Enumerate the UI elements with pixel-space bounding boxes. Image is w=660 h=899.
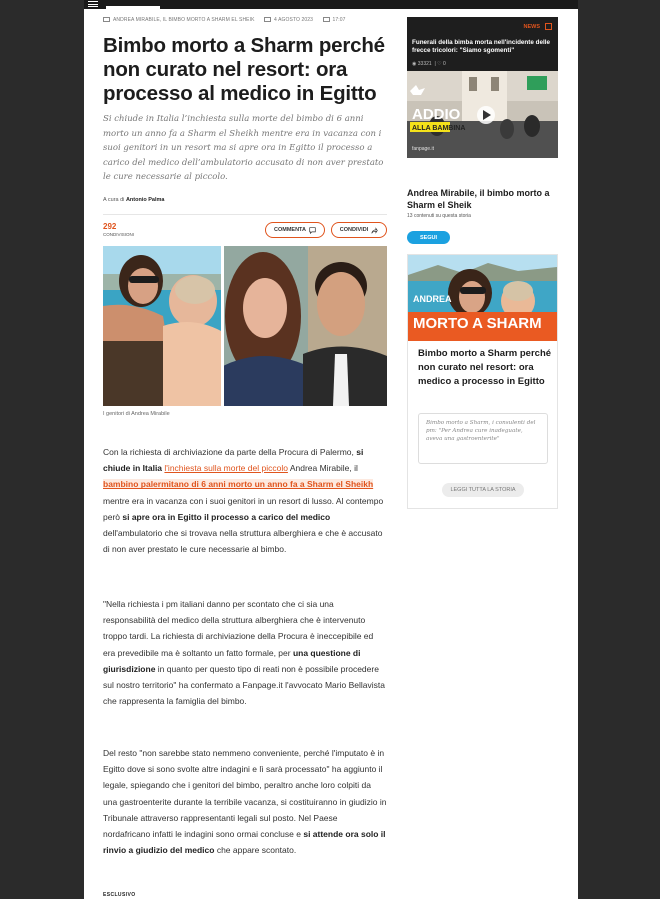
- share-icon: [371, 227, 378, 234]
- comment-icon: [309, 227, 316, 234]
- article-paragraph: Del resto "non sarebbe stato nemmeno conveniente, perché l'imputato è in Egitto dove si sono svolte altre indagini e lì sarà processato" ha aggiunto il legale, spiegando che i genitori del bimbo, peraltro anche loro colpiti da una gastroenterite durante la terribile vacanza, si costituiranno in giudizio in Tribunale attraverso rappresentanti legali sul posto. Nel Paese nordafricano infatti le indagini sono ormai concluse e si attende ora solo il rinvio a giudizio del medico che appare scontato.: [103, 748, 387, 856]
- article-photo[interactable]: [103, 246, 387, 406]
- video-overlay-line1: ADDIO: [412, 106, 461, 123]
- story-quote[interactable]: Bimbo morto a Sharm, i consulenti del pm: "Per Andrea cure inadeguate, aveva una gastroenterite": [418, 413, 548, 464]
- divider: [103, 214, 387, 215]
- story-card-title[interactable]: Bimbo morto a Sharm perché non curato nel resort: ora medico a processo in Egitto: [418, 348, 552, 387]
- read-all-button[interactable]: LEGGI TUTTA LA STORIA: [442, 483, 524, 497]
- shares-counter: [103, 222, 134, 237]
- inline-link[interactable]: bambino palermitano di 6 anni morto un anno fa a Sharm el Sheikh: [103, 479, 374, 490]
- shares-count: 292: [103, 222, 117, 231]
- story-card[interactable]: [407, 254, 558, 509]
- article-date: 4 AGOSTO 2023: [274, 17, 314, 23]
- story-image-line1: ANDREA: [413, 294, 452, 304]
- video-thumbnail[interactable]: [407, 71, 558, 158]
- tag-link[interactable]: ANDREA MIRABILE: [113, 17, 160, 23]
- story-image-line2: MORTO A SHARM: [413, 315, 542, 332]
- article-author: A cura di Antonio Palma: [103, 197, 165, 203]
- calendar-icon: [264, 17, 271, 22]
- article-paragraph: Con la richiesta di archiviazione da parte della Procura di Palermo, si chiude in Italia l'inchiesta sulla morte del piccolo Andrea Mirabile, il bambino palermitano di 6 anni morto un anno fa a Sharm el Sheikh mentre era in vacanza con i suoi genitori in un resort di lusso. Al contempo però si apre ora in Egitto il processo a carico del medico dell'ambulatorio che si trovava nella struttura alberghiera e che è accusato di non aver prestato le cure necessarie al bimbo.: [103, 447, 384, 555]
- article-title: Bimbo morto a Sharm perché non curato nel resort: ora processo al medico in Egitto: [103, 34, 385, 105]
- inline-link[interactable]: l'inchiesta sulla morte del piccolo: [164, 463, 288, 474]
- tag-link[interactable]: IL BIMBO MORTO A SHARM EL SHEIK: [162, 17, 255, 23]
- video-title[interactable]: Funerali della bimba morta nell'incidente delle frecce tricolori: "Siamo sgomenti": [412, 39, 550, 54]
- share-button[interactable]: CONDIVIDI: [331, 222, 387, 238]
- author-name[interactable]: Antonio Palma: [125, 197, 165, 203]
- top-tab-indicator[interactable]: [106, 6, 160, 9]
- top-bar: [84, 0, 578, 9]
- news-label: NEWS: [523, 24, 540, 30]
- video-meta: ◉ 33321 | ♡ 0: [412, 61, 446, 67]
- article-time: 17:07: [332, 17, 346, 23]
- comment-button[interactable]: COMMENTA: [265, 222, 325, 238]
- video-overlay-line2: ALLA BAMBINA: [412, 125, 466, 132]
- page: [84, 0, 578, 899]
- follow-button[interactable]: SEGUI: [407, 231, 450, 244]
- story-subtitle: 13 contenuti su questa storia: [407, 213, 471, 219]
- photo-caption: I genitori di Andrea Mirabile: [103, 411, 170, 417]
- video-widget[interactable]: [407, 17, 558, 158]
- article-subtitle: Si chiude in Italia l’inchiesta sulla morte del bimbo di 6 anni morto un anno fa a Sharm el Sheikh mentre era in vacanza con i suoi genitori in un resort ma si apre ora in Egitto il processo a carico del medico dell’ambulatorio accusato di non aver prestato le cure necessarie al piccolo.: [103, 114, 384, 183]
- article-paragraph: "Nella richiesta i pm italiani danno per scontato che ci sia una responsabilità del medico della struttura alberghiera che è intervenuto troppo tardi. La richiesta di archiviazione della Procura è ineccepibile ed era prevedibile ma è soltanto un fatto formale, per una questione di giurisdizione in quanto per questo tipo di reati non è possibile procedere sul nostro territorio" ha confermato a Fanpage.it l'avvocato Mario Bellavista che rappresenta la famiglia del bimbo.: [103, 599, 385, 707]
- clock-icon: [323, 17, 330, 22]
- article-meta: ANDREA MIRABILE, IL BIMBO MORTO A SHARM EL SHEIK 4 AGOSTO 2023 17:07: [103, 17, 387, 23]
- story-image[interactable]: [408, 255, 557, 341]
- news-icon: [545, 23, 552, 30]
- video-source: fanpage.it: [412, 146, 434, 152]
- tag-icon: [103, 17, 110, 22]
- section-label: ESCLUSIVO: [103, 892, 136, 898]
- story-title[interactable]: Andrea Mirabile, il bimbo morto a Sharm el Sheik: [407, 188, 550, 210]
- menu-icon[interactable]: [88, 1, 98, 7]
- shares-label: CONDIVISIONI: [103, 232, 135, 237]
